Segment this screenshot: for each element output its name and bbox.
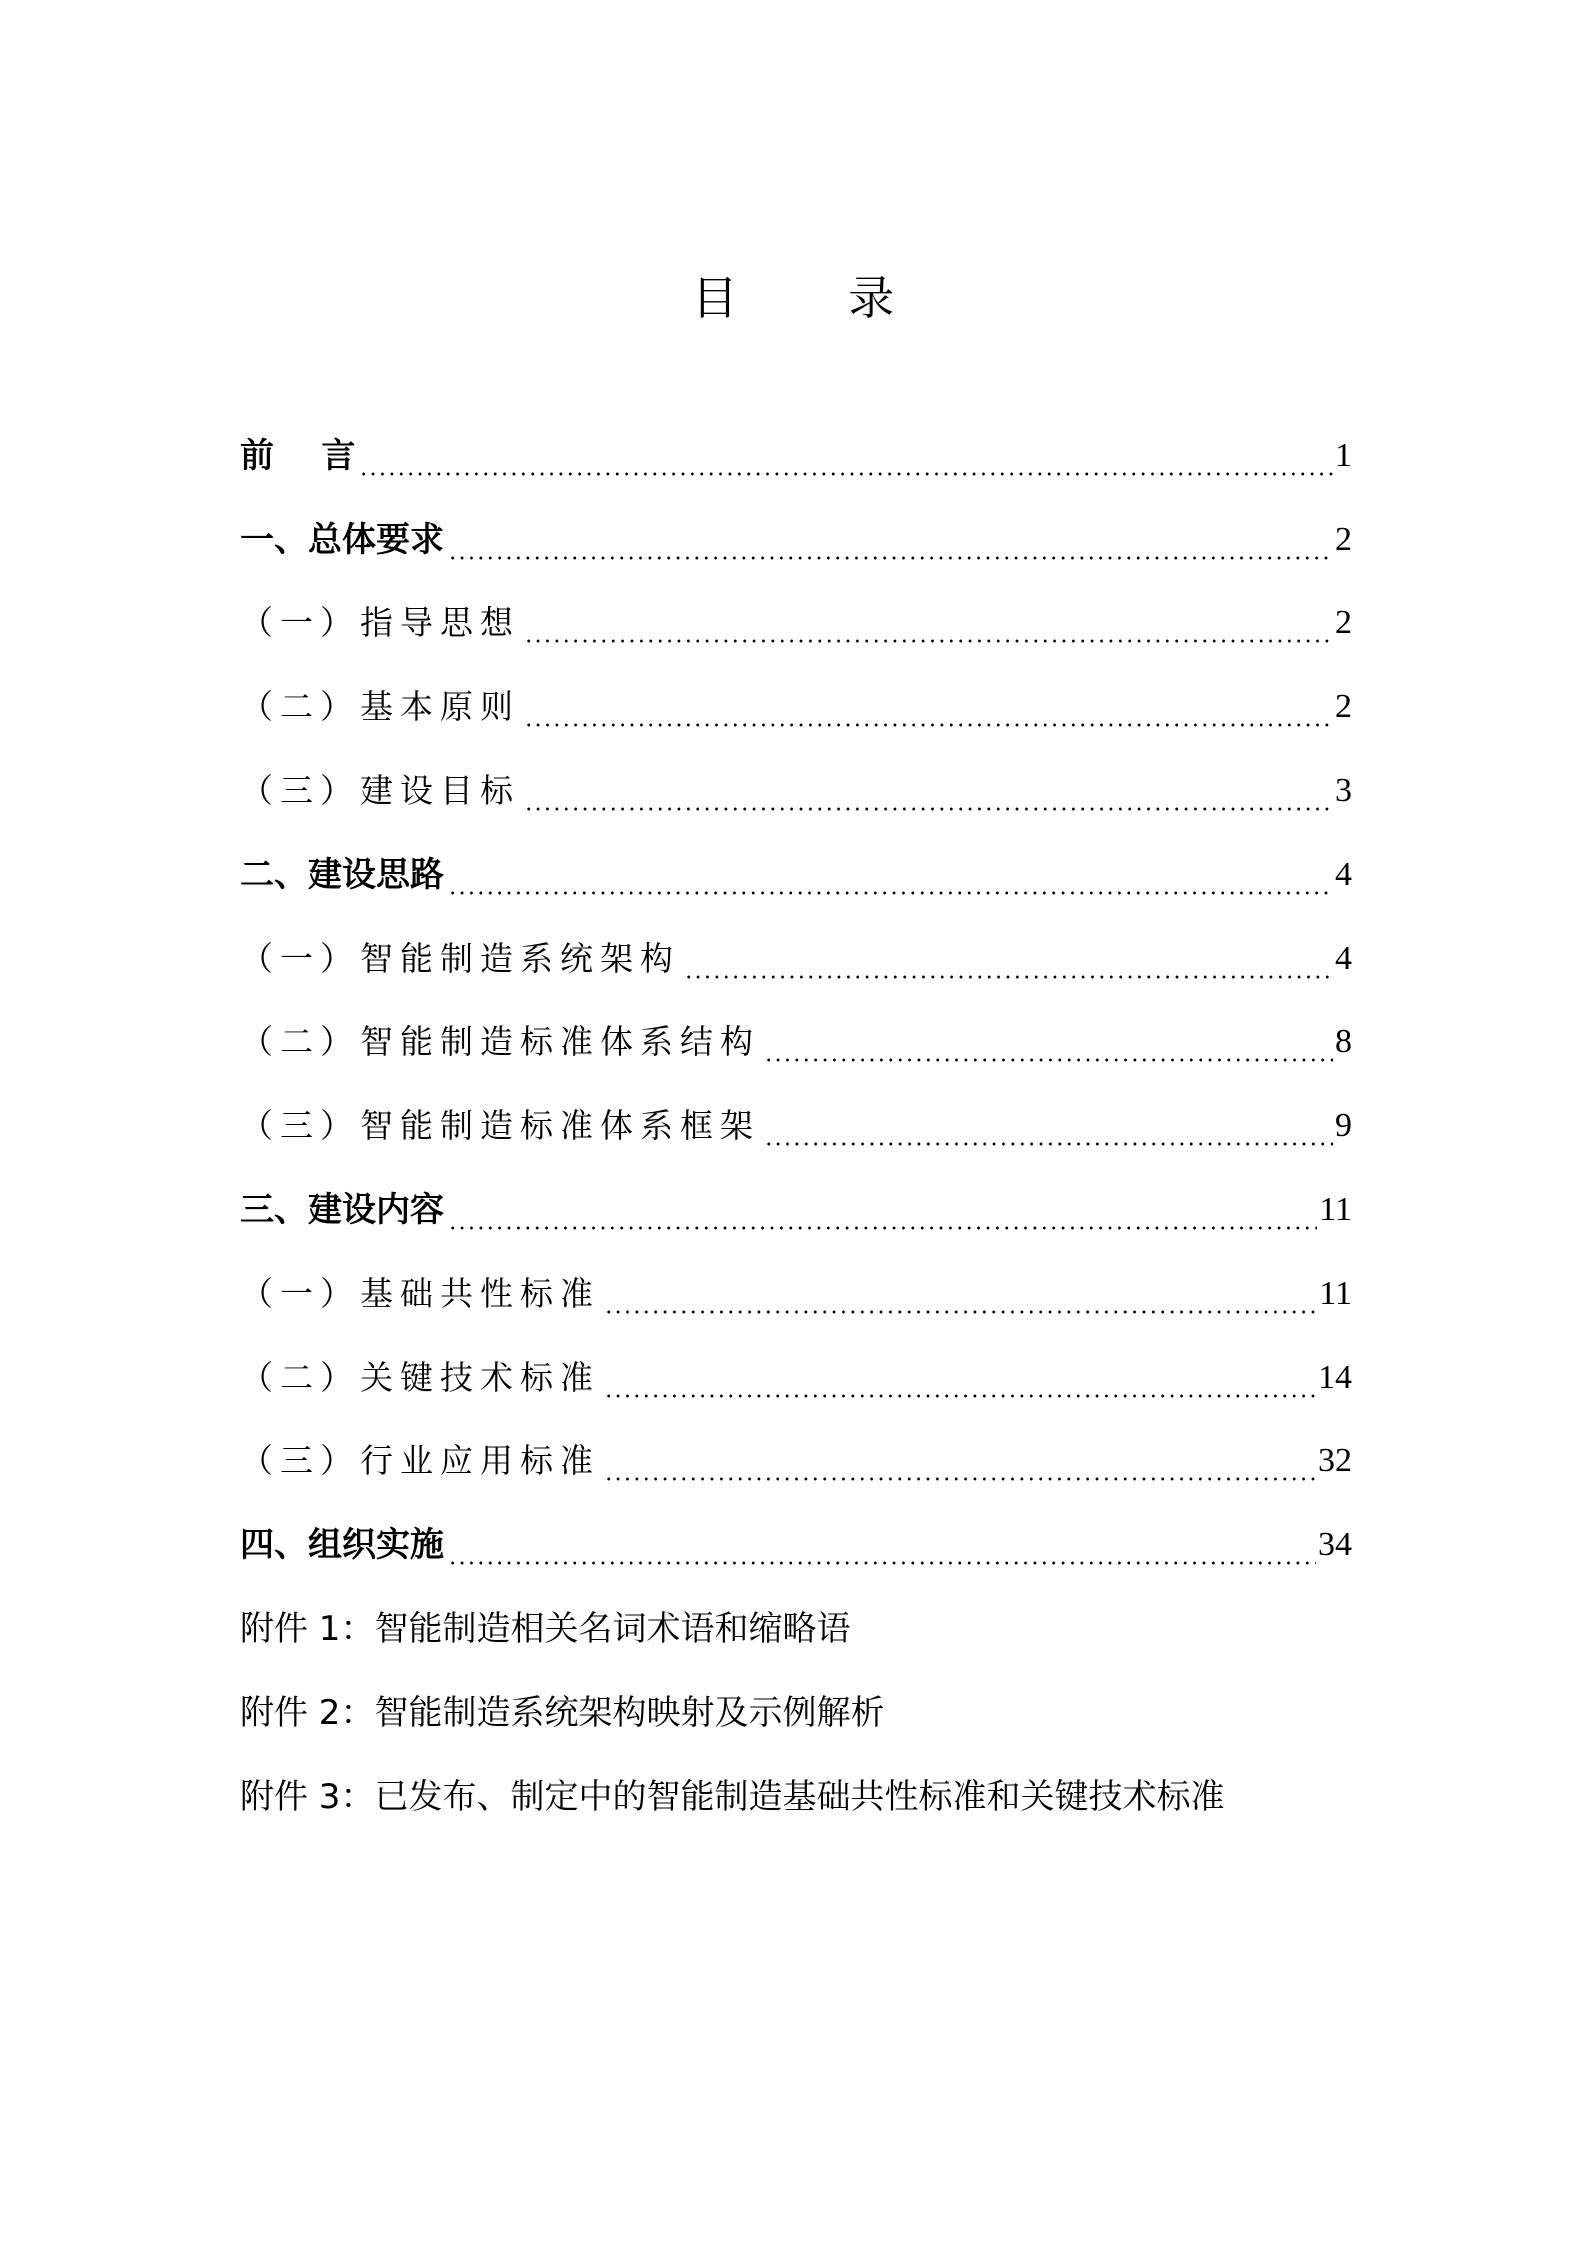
toc-entry-preface[interactable] [240,414,1352,498]
dot-leader [524,694,1333,728]
appendix-entry-2[interactable] [240,1671,1352,1755]
appendix-title: 已发布、制定中的智能制造基础共性标准和关键技术标准 [374,1776,1225,1817]
toc-entry-label: （一）智能制造系统架构 [240,938,680,978]
appendix-prefix: 附件 3： [240,1776,375,1817]
toc-entry-label: 前 言 [240,435,356,476]
toc-entry-basic-principles[interactable] [240,665,1352,749]
toc-entry-basic-common-standards[interactable] [240,1252,1352,1336]
toc-page-number: 2 [1335,520,1352,558]
toc-page-number: 34 [1318,1526,1352,1564]
toc-entry-label: 三、建设内容 [240,1190,444,1231]
toc-page-number: 4 [1335,855,1352,893]
appendix-title: 智能制造相关名词术语和缩略语 [374,1609,851,1650]
toc-entry-key-technology-standards[interactable] [240,1336,1352,1420]
toc-entry-label: 二、建设思路 [240,854,444,895]
toc-entry-standard-system-framework[interactable] [240,1084,1352,1168]
toc-entry-label: 一、总体要求 [240,519,444,560]
appendix-title: 智能制造系统架构映射及示例解析 [374,1692,885,1733]
toc-page-number: 1 [1335,436,1352,474]
toc-page-number: 9 [1335,1107,1352,1145]
appendix-entry-1[interactable] [240,1587,1352,1671]
toc-entry-construction-goals[interactable] [240,749,1352,833]
toc-entry-label: （三）行业应用标准 [240,1441,600,1481]
dot-leader [524,610,1333,644]
toc-entry-construction-approach[interactable] [240,833,1352,917]
toc-page-number: 2 [1335,688,1352,726]
dot-leader [604,1448,1316,1482]
dot-leader [604,1281,1317,1315]
toc-entry-label: 四、组织实施 [240,1525,444,1566]
toc-page-number: 14 [1318,1358,1352,1396]
toc-entry-organization-implementation[interactable] [240,1503,1352,1587]
toc-entry-label: （二）基本原则 [240,687,520,727]
dot-leader [359,443,1333,477]
toc-entry-label: （一）基础共性标准 [240,1273,600,1313]
toc-entry-guiding-ideology[interactable] [240,582,1352,666]
toc-entry-construction-content[interactable] [240,1168,1352,1252]
toc-title: 目 录 [691,271,943,325]
toc-page-number: 11 [1319,1191,1352,1229]
dot-leader [684,946,1333,980]
appendix-entry-3[interactable] [240,1755,1352,1839]
toc-entry-label: （二）关键技术标准 [240,1357,600,1397]
dot-leader [448,862,1333,896]
toc-page-number: 11 [1319,1274,1352,1312]
dot-leader [524,778,1333,812]
toc-page-number: 4 [1335,939,1352,977]
toc-entry-label: （三）建设目标 [240,771,520,811]
dot-leader [448,1197,1317,1231]
dot-leader [764,1029,1333,1063]
toc-entry-overall-requirements[interactable] [240,498,1352,582]
toc-entry-system-architecture[interactable] [240,917,1352,1001]
toc-entry-industry-application-standards[interactable] [240,1420,1352,1504]
toc-entry-standard-system-structure[interactable] [240,1001,1352,1085]
toc-page-number: 3 [1335,772,1352,810]
dot-leader [764,1113,1333,1147]
table-of-contents [240,414,1352,1839]
toc-page-number: 2 [1335,604,1352,642]
appendix-prefix: 附件 1： [240,1609,375,1650]
toc-entry-label: （二）智能制造标准体系结构 [240,1022,760,1062]
appendix-prefix: 附件 2： [240,1692,375,1733]
dot-leader [448,1532,1316,1566]
toc-page-number: 32 [1318,1442,1352,1480]
dot-leader [448,527,1333,561]
toc-entry-label: （一）指导思想 [240,603,520,643]
dot-leader [604,1365,1316,1399]
toc-page-number: 8 [1335,1023,1352,1061]
toc-entry-label: （三）智能制造标准体系框架 [240,1106,760,1146]
